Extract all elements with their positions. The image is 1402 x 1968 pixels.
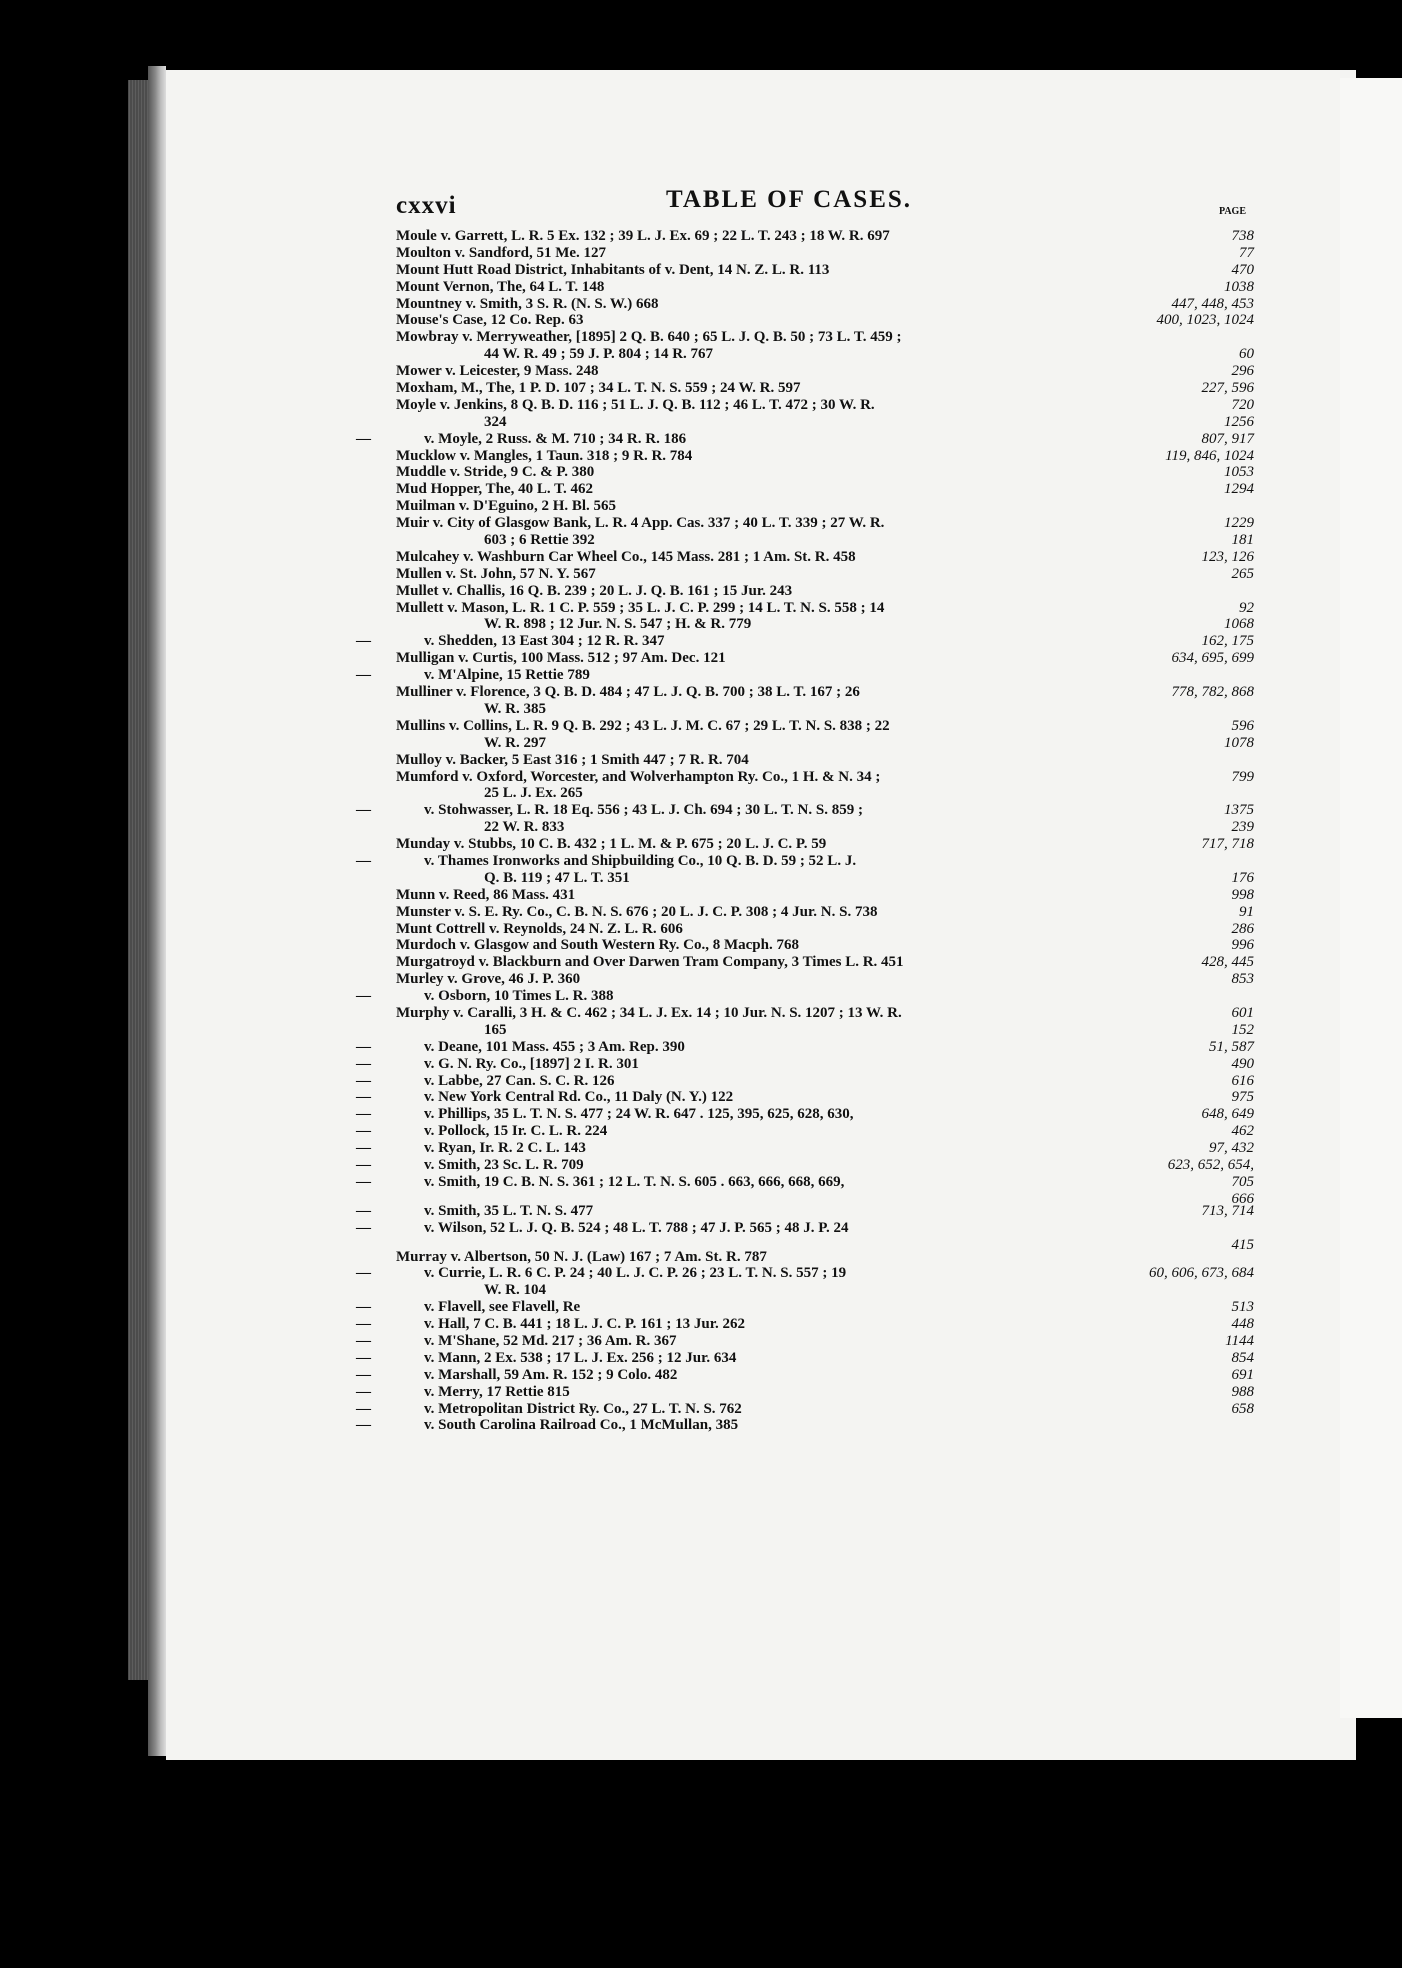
page-reference: 720	[1231, 396, 1254, 413]
case-entry	[356, 1055, 1254, 1073]
case-citation: Mud Hopper, The, 40 L. T. 462	[396, 481, 593, 498]
case-entry	[356, 1173, 1254, 1191]
case-entry	[356, 802, 1254, 819]
case-entry	[356, 1349, 1254, 1367]
case-citation: v. Stohwasser, L. R. 18 Eq. 556 ; 43 L. J. Ch. 694 ; 30 L. T. N. S. 859 ;	[424, 802, 863, 819]
case-citation: v. Shedden, 13 East 304 ; 12 R. R. 347	[424, 633, 665, 650]
case-citation: Moulton v. Sandford, 51 Me. 127	[396, 244, 607, 261]
case-citation: v. Thames Ironworks and Shipbuilding Co., 10 Q. B. D. 59 ; 52 L. J.	[424, 852, 857, 869]
case-entry	[396, 346, 1254, 363]
case-entry	[396, 752, 1254, 769]
case-citation: Mount Hutt Road District, Inhabitants of v. Dent, 14 N. Z. L. R. 113	[396, 261, 830, 278]
case-entry	[396, 1022, 1254, 1039]
page-reference: 691	[1231, 1366, 1254, 1383]
page-reference: 415	[1231, 1236, 1254, 1253]
case-entry	[356, 1089, 1254, 1106]
case-entry	[356, 1366, 1254, 1384]
page-reference: 513	[1231, 1299, 1254, 1316]
case-entry	[356, 1417, 1254, 1434]
case-entry	[396, 448, 1254, 465]
case-entry	[356, 1333, 1254, 1350]
case-entry	[396, 616, 1254, 633]
case-entry	[396, 701, 1254, 718]
case-citation: Moule v. Garrett, L. R. 5 Ex. 132 ; 39 L. J. Ex. 69 ; 22 L. T. 243 ; 18 W. R. 697	[396, 228, 890, 244]
ditto-dash: —	[356, 1106, 371, 1123]
page-reference: 97, 432	[1209, 1140, 1254, 1157]
case-citation: v. Phillips, 35 L. T. N. S. 477 ; 24 W. R. 647 . 125, 395, 625, 628, 630,	[424, 1106, 854, 1123]
ditto-dash: —	[356, 1219, 371, 1236]
case-citation: Mulloy v. Backer, 5 East 316 ; 1 Smith 447 ; 7 R. R. 704	[396, 751, 749, 768]
case-entry	[396, 769, 1254, 786]
ditto-dash: —	[356, 1299, 371, 1316]
case-citation: Mulligan v. Curtis, 100 Mass. 512 ; 97 Am. Dec. 121	[396, 650, 726, 667]
case-entry	[356, 1219, 1254, 1237]
case-entry	[356, 1400, 1254, 1418]
page-reference: 601	[1231, 1004, 1254, 1021]
case-entry	[396, 870, 1254, 887]
case-entry	[396, 498, 1254, 515]
case-citation: v. Wilson, 52 L. J. Q. B. 524 ; 48 L. T. 788 ; 47 J. P. 565 ; 48 J. P. 24	[424, 1219, 849, 1236]
case-entry	[396, 414, 1254, 431]
case-citation: v. Smith, 35 L. T. N. S. 477	[424, 1202, 594, 1219]
case-entry	[396, 836, 1254, 853]
case-entry	[396, 363, 1254, 380]
case-entry	[396, 329, 1254, 346]
page-reference: 853	[1231, 971, 1254, 988]
case-citation: Munster v. S. E. Ry. Co., C. B. N. S. 676 ; 20 L. J. C. P. 308 ; 4 Jur. N. S. 738	[396, 903, 878, 920]
case-entry	[356, 1299, 1254, 1316]
case-entry	[356, 1038, 1254, 1056]
ditto-dash: —	[356, 1156, 371, 1173]
page-reference: 1068	[1224, 616, 1254, 633]
page-reference: 616	[1231, 1072, 1254, 1089]
page-fore-edge	[148, 66, 166, 1756]
case-citation: Mullett v. Mason, L. R. 1 C. P. 559 ; 35 L. J. C. P. 299 ; 14 L. T. N. S. 558 ; 14	[396, 599, 885, 616]
ditto-dash: —	[356, 1072, 371, 1089]
case-entry	[356, 1316, 1254, 1333]
page-reference: 1053	[1224, 464, 1254, 481]
case-citation: v. Smith, 19 C. B. N. S. 361 ; 12 L. T. N. S. 605 . 663, 666, 668, 669,	[424, 1173, 845, 1190]
page-content	[356, 186, 1254, 1434]
case-citation: W. R. 898 ; 12 Jur. N. S. 547 ; H. & R. 779	[484, 616, 752, 633]
case-citation: Munt Cottrell v. Reynolds, 24 N. Z. L. R. 606	[396, 920, 683, 937]
case-entry	[356, 1123, 1254, 1140]
case-entry	[356, 1202, 1254, 1220]
ditto-dash: —	[356, 1316, 371, 1333]
page-reference: 123, 126	[1201, 548, 1254, 565]
case-citation: Mumford v. Oxford, Worcester, and Wolverhampton Ry. Co., 1 H. & N. 34 ;	[396, 768, 881, 785]
case-citation: 44 W. R. 49 ; 59 J. P. 804 ; 14 R. 767	[484, 346, 714, 363]
case-entry	[396, 481, 1254, 498]
case-entry	[396, 1190, 1254, 1207]
page-reference: 51, 587	[1209, 1038, 1254, 1055]
case-entry	[396, 532, 1254, 549]
case-citation: Mullins v. Collins, L. R. 9 Q. B. 292 ; 43 L. J. M. C. 67 ; 29 L. T. N. S. 838 ; 22	[396, 717, 890, 734]
page-reference: 807, 917	[1201, 430, 1254, 447]
page-header	[396, 186, 1254, 224]
case-entry	[356, 988, 1254, 1005]
case-citation: Muddle v. Stride, 9 C. & P. 380	[396, 464, 595, 481]
case-citation: Murley v. Grove, 46 J. P. 360	[396, 971, 581, 988]
case-citation: v. Marshall, 59 Am. R. 152 ; 9 Colo. 482	[424, 1366, 678, 1383]
page-reference: 448	[1231, 1316, 1254, 1333]
case-list	[356, 228, 1254, 1434]
case-citation: Murray v. Albertson, 50 N. J. (Law) 167 ; 7 Am. St. R. 787	[396, 1248, 767, 1265]
case-entry	[356, 1106, 1254, 1123]
case-citation: Mountney v. Smith, 3 S. R. (N. S. W.) 668	[396, 295, 659, 312]
case-citation: Mullet v. Challis, 16 Q. B. 239 ; 20 L. J. Q. B. 161 ; 15 Jur. 243	[396, 582, 793, 599]
case-citation: Q. B. 119 ; 47 L. T. 351	[484, 869, 630, 886]
ditto-dash: —	[356, 1400, 371, 1417]
case-entry	[396, 954, 1254, 971]
case-entry	[356, 1265, 1254, 1282]
case-entry	[396, 937, 1254, 954]
case-entry	[396, 904, 1254, 921]
case-entry	[396, 1249, 1254, 1266]
ditto-dash: —	[356, 1055, 371, 1072]
case-entry	[396, 650, 1254, 667]
case-citation: v. M'Alpine, 15 Rettie 789	[424, 667, 590, 684]
page-reference: 1078	[1224, 734, 1254, 751]
page-reference: 227, 596	[1201, 380, 1254, 397]
case-citation: v. Metropolitan District Ry. Co., 27 L. T. N. S. 762	[424, 1400, 742, 1417]
case-citation: 603 ; 6 Rettie 392	[484, 532, 595, 549]
page-reference: 623, 652, 654,	[1167, 1156, 1254, 1173]
case-entry	[396, 735, 1254, 752]
case-citation: Moxham, M., The, 1 P. D. 107 ; 34 L. T. N. S. 559 ; 24 W. R. 597	[396, 380, 801, 397]
page-reference: 854	[1231, 1349, 1254, 1366]
page-reference: 91	[1239, 903, 1254, 920]
page-reference: 713, 714	[1201, 1202, 1254, 1219]
ditto-dash: —	[356, 1140, 371, 1157]
case-citation: Mulcahey v. Washburn Car Wheel Co., 145 Mass. 281 ; 1 Am. St. R. 458	[396, 548, 856, 565]
case-citation: Muilman v. D'Eguino, 2 H. Bl. 565	[396, 498, 617, 515]
case-entry	[396, 1282, 1254, 1299]
page-reference: 152	[1231, 1021, 1254, 1038]
page-column-label: PAGE	[1218, 206, 1246, 217]
page-reference: 490	[1231, 1055, 1254, 1072]
page-reference: 428, 445	[1201, 954, 1254, 971]
case-citation: W. R. 104	[484, 1282, 546, 1299]
ditto-dash: —	[356, 1383, 371, 1400]
case-citation: Murgatroyd v. Blackburn and Over Darwen Tram Company, 3 Times L. R. 451	[396, 954, 904, 971]
page-reference: 648, 649	[1201, 1106, 1254, 1123]
ditto-dash: —	[356, 1349, 371, 1366]
case-citation: v. Pollock, 15 Ir. C. L. R. 224	[424, 1123, 608, 1140]
ditto-dash: —	[356, 852, 371, 869]
case-citation: v. Moyle, 2 Russ. & M. 710 ; 34 R. R. 186	[424, 430, 687, 447]
case-entry	[396, 279, 1254, 296]
case-citation: Moyle v. Jenkins, 8 Q. B. D. 116 ; 51 L. J. Q. B. 112 ; 46 L. T. 472 ; 30 W. R.	[396, 396, 875, 413]
ditto-dash: —	[356, 1123, 371, 1140]
case-entry	[396, 549, 1254, 566]
case-citation: W. R. 297	[484, 734, 546, 751]
page-reference: 666	[1231, 1190, 1254, 1207]
ditto-dash: —	[356, 1089, 371, 1106]
case-entry	[396, 1005, 1254, 1022]
page-reference: 400, 1023, 1024	[1156, 312, 1254, 329]
case-citation: v. G. N. Ry. Co., [1897] 2 I. R. 301	[424, 1055, 639, 1072]
ditto-dash: —	[356, 802, 371, 819]
page-title: TABLE OF CASES.	[666, 186, 913, 213]
page-reference: 799	[1231, 768, 1254, 785]
page-reference: 181	[1231, 532, 1254, 549]
case-entry	[396, 583, 1254, 600]
ditto-dash: —	[356, 988, 371, 1005]
case-entry	[356, 1072, 1254, 1090]
case-citation: 324	[484, 413, 507, 430]
page-reference: 162, 175	[1201, 633, 1254, 650]
case-entry	[396, 228, 1254, 245]
case-citation: Murphy v. Caralli, 3 H. & C. 462 ; 34 L. J. Ex. 14 ; 10 Jur. N. S. 1207 ; 13 W. R.	[396, 1004, 902, 1021]
case-entry	[396, 921, 1254, 938]
case-citation: v. Labbe, 27 Can. S. C. R. 126	[424, 1072, 615, 1089]
case-citation: Mouse's Case, 12 Co. Rep. 63	[396, 312, 584, 329]
case-citation: v. Ryan, Ir. R. 2 C. L. 143	[424, 1140, 586, 1157]
case-entry	[356, 430, 1254, 448]
case-citation: v. Osborn, 10 Times L. R. 388	[424, 988, 614, 1005]
page-reference: 717, 718	[1201, 836, 1254, 853]
case-citation: v. Mann, 2 Ex. 538 ; 17 L. J. Ex. 256 ; 12 Jur. 634	[424, 1349, 737, 1366]
case-entry	[396, 245, 1254, 262]
ditto-dash: —	[356, 633, 371, 650]
page-reference: 239	[1231, 819, 1254, 836]
case-entry	[396, 262, 1254, 279]
case-entry	[396, 1236, 1254, 1253]
case-entry	[396, 380, 1254, 397]
page-reference: 1375	[1224, 802, 1254, 819]
ditto-dash: —	[356, 1202, 371, 1219]
case-citation: Munn v. Reed, 86 Mass. 431	[396, 886, 576, 903]
case-entry	[356, 852, 1254, 870]
case-entry	[396, 566, 1254, 583]
page-reference: 1229	[1224, 515, 1254, 532]
page-reference: 296	[1231, 363, 1254, 380]
page-reference: 1038	[1224, 278, 1254, 295]
case-entry	[356, 633, 1254, 650]
case-citation: Mulliner v. Florence, 3 Q. B. D. 484 ; 47 L. J. Q. B. 700 ; 38 L. T. 167 ; 26	[396, 684, 860, 701]
page-reference: 988	[1231, 1383, 1254, 1400]
case-entry	[396, 971, 1254, 988]
page-reference: 996	[1231, 937, 1254, 954]
page-reference: 60, 606, 673, 684	[1149, 1265, 1254, 1282]
page-reference: 1294	[1224, 481, 1254, 498]
case-entry	[356, 1140, 1254, 1157]
page-reference: 176	[1231, 869, 1254, 886]
case-citation: v. Deane, 101 Mass. 455 ; 3 Am. Rep. 390	[424, 1038, 685, 1055]
case-citation: 22 W. R. 833	[484, 819, 565, 836]
case-entry	[396, 785, 1254, 802]
case-entry	[396, 600, 1254, 617]
page-reference: 77	[1239, 244, 1254, 261]
ditto-dash: —	[356, 1173, 371, 1190]
case-citation: W. R. 385	[484, 700, 546, 717]
case-entry	[356, 1383, 1254, 1401]
page-reference: 705	[1231, 1173, 1254, 1190]
case-citation: Mullen v. St. John, 57 N. Y. 567	[396, 565, 596, 582]
page-reference: 60	[1239, 346, 1254, 363]
page-reference: 470	[1231, 261, 1254, 278]
ditto-dash: —	[356, 430, 371, 447]
case-citation: v. South Carolina Railroad Co., 1 McMullan, 385	[424, 1417, 739, 1434]
case-citation: v. Flavell, see Flavell, Re	[424, 1299, 581, 1316]
adjacent-page	[1340, 78, 1402, 1718]
page-reference: 447, 448, 453	[1171, 295, 1254, 312]
page-reference: 1256	[1224, 413, 1254, 430]
case-entry	[356, 667, 1254, 684]
case-citation: Muir v. City of Glasgow Bank, L. R. 4 App. Cas. 337 ; 40 L. T. 339 ; 27 W. R.	[396, 515, 885, 532]
page-reference: 975	[1231, 1089, 1254, 1106]
case-citation: v. New York Central Rd. Co., 11 Daly (N. Y.) 122	[424, 1089, 734, 1106]
case-entry	[396, 718, 1254, 735]
page-reference: 92	[1239, 599, 1254, 616]
case-citation: Murdoch v. Glasgow and South Western Ry. Co., 8 Macph. 768	[396, 937, 799, 954]
case-entry	[396, 312, 1254, 329]
case-citation: v. Smith, 23 Sc. L. R. 709	[424, 1156, 584, 1173]
page-number: cxxvi	[396, 192, 457, 219]
ditto-dash: —	[356, 1366, 371, 1383]
ditto-dash: —	[356, 1417, 371, 1434]
case-entry	[396, 397, 1254, 414]
case-citation: v. M'Shane, 52 Md. 217 ; 36 Am. R. 367	[424, 1333, 677, 1349]
case-entry	[396, 515, 1254, 532]
case-citation: Munday v. Stubbs, 10 C. B. 432 ; 1 L. M. & P. 675 ; 20 L. J. C. P. 59	[396, 836, 827, 853]
ditto-dash: —	[356, 1038, 371, 1055]
page-reference: 998	[1231, 886, 1254, 903]
page-reference: 265	[1231, 565, 1254, 582]
case-citation: Mucklow v. Mangles, 1 Taun. 318 ; 9 R. R. 784	[396, 447, 693, 464]
case-citation: 165	[484, 1021, 507, 1038]
page-reference: 286	[1231, 920, 1254, 937]
ditto-dash: —	[356, 667, 371, 684]
case-entry	[396, 464, 1254, 481]
case-citation: Mowbray v. Merryweather, [1895] 2 Q. B. 640 ; 65 L. J. Q. B. 50 ; 73 L. T. 459 ;	[396, 329, 902, 346]
case-entry	[396, 684, 1254, 701]
case-citation: v. Currie, L. R. 6 C. P. 24 ; 40 L. J. C. P. 26 ; 23 L. T. N. S. 557 ; 19	[424, 1265, 847, 1282]
case-entry	[396, 819, 1254, 836]
page-reference: 596	[1231, 717, 1254, 734]
page-reference: 1144	[1225, 1333, 1254, 1349]
case-citation: v. Merry, 17 Rettie 815	[424, 1383, 570, 1400]
case-citation: v. Hall, 7 C. B. 441 ; 18 L. J. C. P. 161 ; 13 Jur. 262	[424, 1316, 745, 1333]
case-citation: Mount Vernon, The, 64 L. T. 148	[396, 278, 605, 295]
ditto-dash: —	[356, 1333, 371, 1349]
ditto-dash: —	[356, 1265, 371, 1282]
case-entry	[356, 1156, 1254, 1174]
page-reference: 634, 695, 699	[1171, 650, 1254, 667]
case-entry	[396, 887, 1254, 904]
page-reference: 119, 846, 1024	[1165, 447, 1254, 464]
case-entry	[396, 296, 1254, 313]
page-reference: 658	[1231, 1400, 1254, 1417]
page-reference: 778, 782, 868	[1171, 684, 1254, 701]
case-citation: Mower v. Leicester, 9 Mass. 248	[396, 363, 599, 380]
page-reference: 738	[1231, 228, 1254, 244]
page-reference: 462	[1231, 1123, 1254, 1140]
case-citation: 25 L. J. Ex. 265	[484, 785, 583, 802]
